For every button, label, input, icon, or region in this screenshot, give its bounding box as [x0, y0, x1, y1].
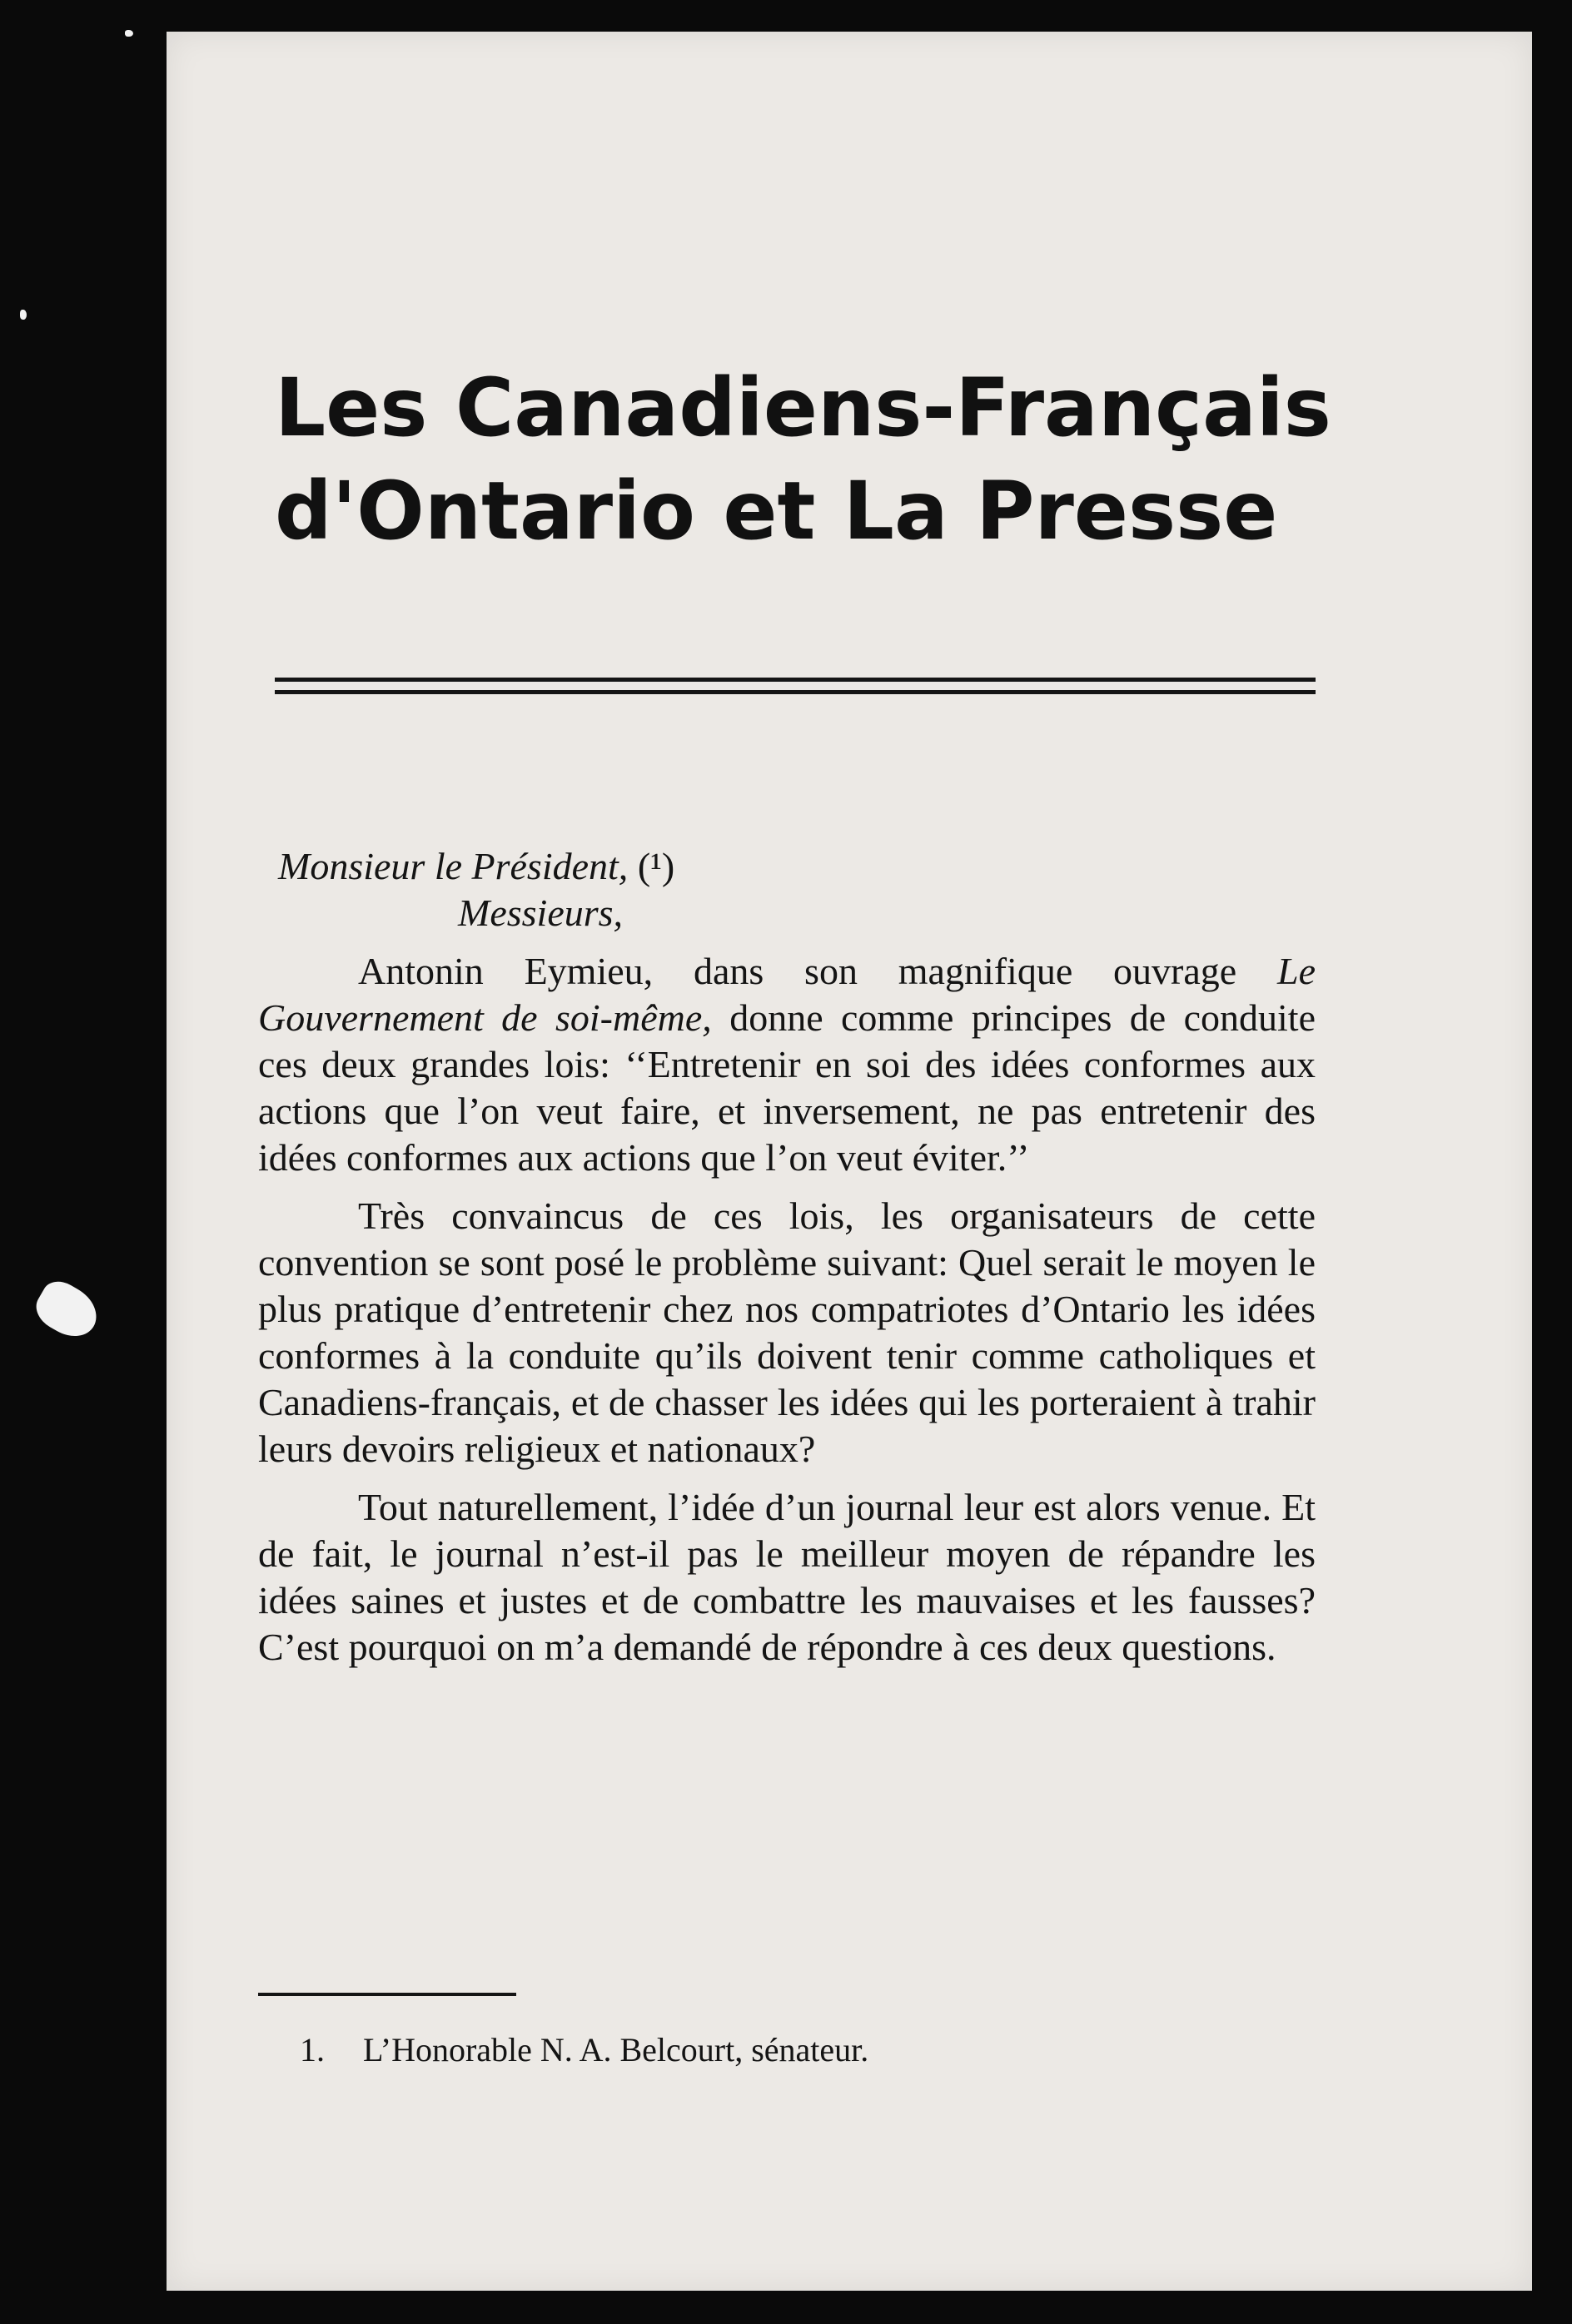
- rule-line: [275, 690, 1316, 694]
- salutation-text: Monsieur le Président,: [278, 845, 629, 887]
- footnote: [300, 2029, 868, 2071]
- title-line-2: d'Ontario et La Presse: [275, 464, 1278, 558]
- body-text: [258, 843, 1316, 1671]
- salutation-messieurs: Messieurs,: [458, 891, 624, 934]
- paragraph-3: Tout naturellement, l’idée d’un journal leur est alors venue. Et de fait, le journal n’est-il pas le meilleur moyen de répandre les idées saines et justes et de combattre les mauvaises et les fausses? C’est pourquoi on m’a demandé de répondre à ces deux questions.: [258, 1486, 1316, 1668]
- paragraph-1-lead: Antonin Eymieu, dans son magnifique ouvrage: [358, 950, 1237, 992]
- rule-line: [275, 678, 1316, 682]
- paragraph-1-rest: donne comme principes de conduite ces deux grandes lois: ‘‘Entretenir en soi des idées conformes aux actions que l’on veut faire, et inversement, ne pas entretenir des idées conformes aux actions que l’on veut éviter.’’: [258, 996, 1316, 1179]
- paragraph-1: [258, 948, 1316, 1181]
- salutation-president: [258, 843, 1316, 890]
- book-title: Le Gouvernement de soi-même,: [258, 950, 1316, 1039]
- scan-artifact: [125, 30, 133, 37]
- title-line-1: Les Canadiens-Français: [275, 361, 1331, 454]
- scanned-page: [167, 32, 1532, 2291]
- title-double-rule: [275, 678, 1316, 703]
- document-title: [275, 356, 1474, 563]
- footnote-number: 1.: [300, 2031, 325, 2068]
- footnote-divider: [258, 1993, 516, 1996]
- scan-artifact: [29, 1274, 106, 1345]
- footnote-text: L’Honorable N. A. Belcourt, sénateur.: [363, 2031, 869, 2068]
- scan-artifact: [20, 310, 27, 320]
- footnote-reference: (¹): [637, 845, 675, 887]
- paragraph-2: Très convaincus de ces lois, les organisateurs de cette convention se sont posé le problème suivant: Quel serait le moyen le plus pratique d’entretenir chez nos compatriotes d’Ontario les idées conformes à la conduite qu’ils doivent tenir comme catholiques et Canadiens-français, et de chasser les idées qui les porteraient à trahir leurs devoirs religieux et nationaux?: [258, 1194, 1316, 1470]
